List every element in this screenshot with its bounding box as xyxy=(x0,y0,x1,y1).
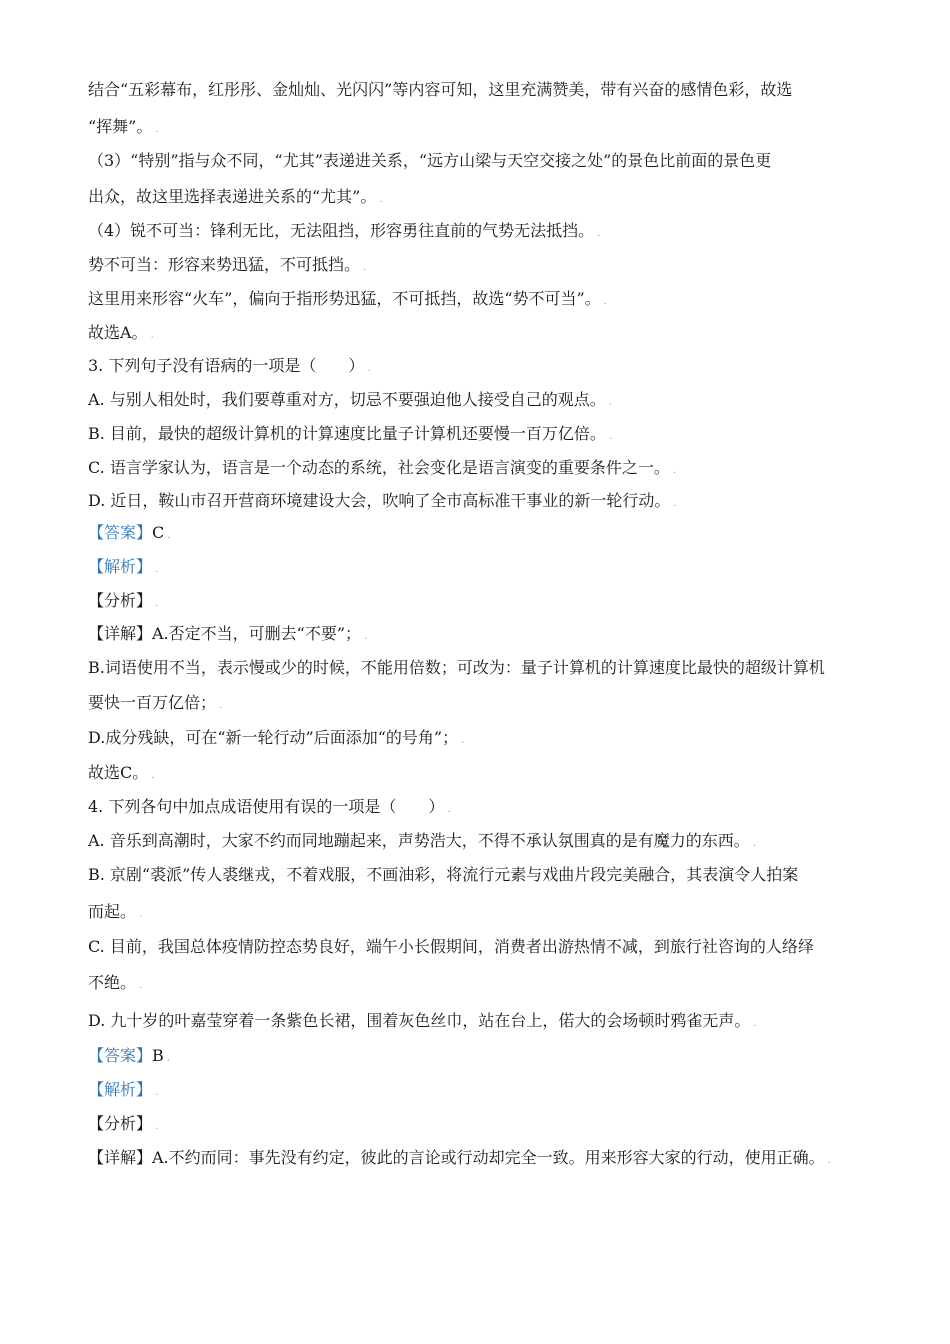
paragraph-mark: . xyxy=(363,262,367,273)
question-4-option-a xyxy=(88,830,890,855)
text-line xyxy=(88,590,890,615)
paragraph-mark: . xyxy=(166,1053,170,1064)
paragraph-mark: . xyxy=(461,735,465,746)
line-text: B.词语使用不当，表示慢或少的时候，不能用倍数；可改为：量子计算机的计算速度比最快的超级计算机 xyxy=(88,658,825,677)
line-text: A. 与别人相处时，我们要尊重对方，切忌不要强迫他人接受自己的观点。 xyxy=(88,390,606,409)
line-text: 4. 下列各句中加点成语使用有误的一项是（ ） xyxy=(88,797,445,816)
line-text: 【分析】 xyxy=(88,1114,153,1133)
analysis-label: 【解析】 xyxy=(88,1080,153,1099)
text-line xyxy=(88,1113,890,1138)
paragraph-mark: . xyxy=(753,1018,757,1029)
line-text: （4）锐不可当：锋利无比，无法阻挡，形容勇往直前的气势无法抵挡。 xyxy=(88,221,595,240)
line-text: 势不可当：形容来势迅猛，不可抵挡。 xyxy=(88,255,361,274)
text-line xyxy=(88,322,890,347)
line-text: “挥舞”。 xyxy=(88,117,153,136)
paragraph-mark: . xyxy=(219,700,223,711)
question-4-option-b xyxy=(88,864,890,886)
line-text: C. 语言学家认为，语言是一个动态的系统，社会变化是语言演变的重要条件之一。 xyxy=(88,458,670,477)
text-line xyxy=(88,288,890,313)
question-4-option-c xyxy=(88,936,890,958)
line-text: D. 九十岁的叶嘉莹穿着一条紫色长裙，围着灰色丝巾，站在台上，偌大的会场顿时鸦雀无声。 xyxy=(88,1011,751,1030)
paragraph-mark: . xyxy=(379,194,383,205)
text-line xyxy=(88,972,890,997)
text-line xyxy=(88,762,890,787)
question-3-option-c xyxy=(88,457,890,482)
line-text: 要快一百万亿倍； xyxy=(88,693,217,712)
text-line xyxy=(88,692,890,717)
paragraph-mark: . xyxy=(597,228,601,239)
line-text: B. 京剧“裘派”传人裘继戎，不着戏服，不画油彩，将流行元素与戏曲片段完美融合，其表演令人拍案 xyxy=(88,865,799,884)
text-line xyxy=(88,150,890,172)
text-line xyxy=(88,254,890,279)
text-line xyxy=(88,1147,890,1172)
paragraph-mark: . xyxy=(364,631,368,642)
line-text: A. 音乐到高潮时，大家不约而同地蹦起来，声势浩大，不得不承认氛围真的是有魔力的东西。 xyxy=(88,831,750,850)
paragraph-mark: . xyxy=(608,397,612,408)
paragraph-mark: . xyxy=(672,465,677,476)
answer-label: 【答案】 xyxy=(88,1046,153,1065)
paragraph-mark: . xyxy=(155,564,159,575)
analysis-row xyxy=(88,556,890,581)
paragraph-mark: . xyxy=(673,498,677,509)
paragraph-mark: . xyxy=(367,363,371,374)
answer-value: B xyxy=(152,1046,164,1065)
paragraph-mark: . xyxy=(752,838,756,849)
text-line xyxy=(88,116,890,141)
question-3-option-d xyxy=(88,490,890,515)
paragraph-mark: . xyxy=(139,980,143,991)
text-line xyxy=(88,79,890,101)
text-line xyxy=(88,657,890,679)
paragraph-mark: . xyxy=(155,598,159,609)
line-text: 而起。 xyxy=(88,902,137,921)
answer-row xyxy=(88,1045,890,1070)
line-text: C. 目前，我国总体疫情防控态势良好，端午小长假期间，消费者出游热情不减，到旅行社咨询的人络绎 xyxy=(88,937,814,956)
analysis-label: 【解析】 xyxy=(88,557,153,576)
line-text: 故选C。 xyxy=(88,763,149,782)
line-text: D.成分残缺，可在“新一轮行动”后面添加“的号角”； xyxy=(88,728,459,747)
question-4-stem xyxy=(88,796,890,821)
text-line xyxy=(88,623,890,648)
text-line xyxy=(88,186,890,211)
paragraph-mark: . xyxy=(447,804,451,815)
question-3-stem xyxy=(88,355,890,380)
line-text: 这里用来形容“火车”，偏向于指形势迅猛，不可抵挡，故选“势不可当”。 xyxy=(88,289,601,308)
question-4-option-d xyxy=(88,1010,890,1035)
paragraph-mark: . xyxy=(151,770,155,781)
line-text: B. 目前，最快的超级计算机的计算速度比量子计算机还要慢一百万亿倍。 xyxy=(88,424,606,443)
line-text: 故选A。 xyxy=(88,323,148,342)
line-text: 【分析】 xyxy=(88,591,153,610)
line-text: 3. 下列句子没有语病的一项是（ ） xyxy=(88,356,365,375)
answer-label: 【答案】 xyxy=(88,523,153,542)
paragraph-mark: . xyxy=(827,1155,831,1166)
answer-row xyxy=(88,522,890,547)
paragraph-mark: . xyxy=(155,124,159,135)
analysis-row xyxy=(88,1079,890,1104)
paragraph-mark: . xyxy=(155,1121,159,1132)
text-line xyxy=(88,901,890,926)
paragraph-mark: . xyxy=(608,431,613,442)
line-text: 出众，故这里选择表递进关系的“尤其”。 xyxy=(88,187,377,206)
line-text: 结合“五彩幕布，红彤彤、金灿灿、光闪闪”等内容可知，这里充满赞美，带有兴奋的感情色彩，故选 xyxy=(88,80,793,99)
text-line xyxy=(88,220,890,245)
question-3-option-b xyxy=(88,423,890,448)
question-3-option-a xyxy=(88,389,890,414)
paragraph-mark: . xyxy=(167,530,171,541)
line-text: 【详解】A.否定不当，可删去“不要”； xyxy=(88,624,362,643)
paragraph-mark: . xyxy=(139,909,143,920)
line-text: （3）“特别”指与众不同，“尤其”表递进关系，“远方山梁与天空交接之处”的景色比前面的景色更 xyxy=(88,151,772,170)
line-text: 不绝。 xyxy=(88,973,137,992)
line-text: D. 近日，鞍山市召开营商环境建设大会，吹响了全市高标准干事业的新一轮行动。 xyxy=(88,491,671,510)
answer-value: C xyxy=(152,523,165,542)
text-line xyxy=(88,727,890,752)
paragraph-mark: . xyxy=(150,330,154,341)
line-text: 【详解】A.不约而同：事先没有约定，彼此的言论或行动却完全一致。用来形容大家的行动，使用正确。 xyxy=(88,1148,825,1167)
paragraph-mark: . xyxy=(155,1087,159,1098)
paragraph-mark: . xyxy=(603,296,607,307)
